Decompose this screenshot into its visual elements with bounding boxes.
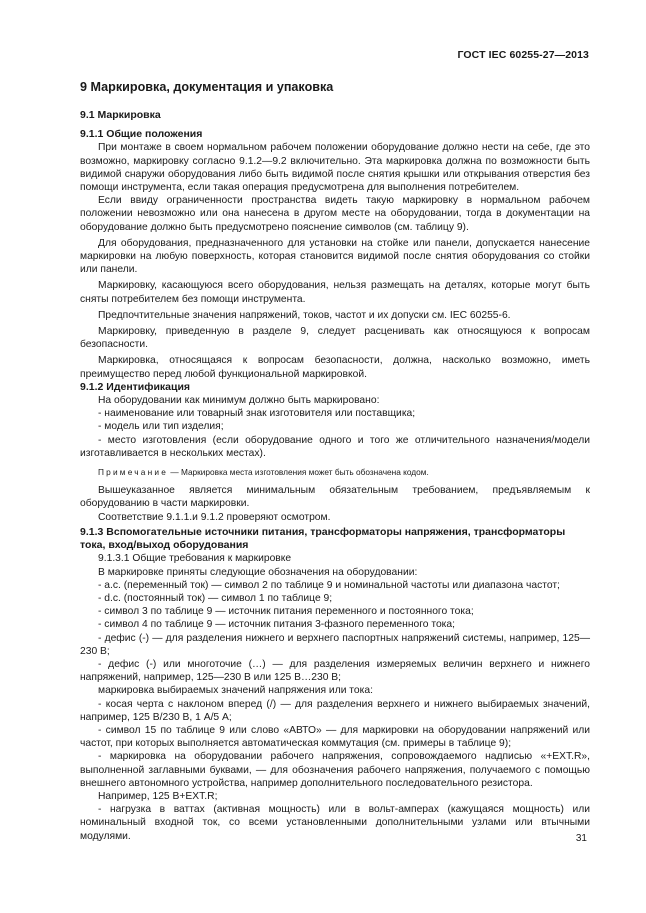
- paragraph: На оборудовании как минимум должно быть маркировано:: [98, 395, 380, 407]
- paragraph: Для оборудования, предназначенного для установки на стойке или панели, допускается нанесение маркировки на любую поверхность, которая становится видимой после снятия оборудования со стойки или панели.: [80, 237, 590, 276]
- list-item: - косая черта с наклоном вперед (/) — для разделения верхнего и нижнего выбираемых значений, например, 125 В/230 В, 1 А/5 А;: [80, 698, 590, 723]
- list-item: - нагрузка в ваттах (активная мощность) или в вольт-амперах (кажущаяся мощность) или номинальный входной ток, со всеми установленными дополнительными узлами или втычными модулями.: [80, 804, 590, 842]
- list-item: - модель или тип изделия;: [98, 421, 224, 433]
- list-item: - символ 15 по таблице 9 или слово «АВТО» — для маркировки на оборудовании напряжений или частот, при которых выполняется автоматическая коммутация (см. примеры в таблице 9);: [80, 724, 590, 750]
- note-text: — Маркировка места изготовления может быть обозначена кодом.: [168, 467, 429, 478]
- clause-heading-9-1-3: 9.1.3 Вспомогательные источники питания, трансформаторы напряжения, трансформаторы тока, вход/выход оборудования: [80, 525, 566, 552]
- clause-heading-9-1-1: 9.1.1 Общие положения: [80, 128, 203, 141]
- clause-heading-9-1-2: 9.1.2 Идентификация: [80, 380, 191, 393]
- paragraph: Предпочтительные значения напряжений, токов, частот и их допуски см. IEC 60255-6.: [98, 309, 511, 321]
- section-heading: 9 Маркировка, документация и упаковка: [80, 80, 334, 94]
- paragraph: Соответствие 9.1.1.и 9.1.2 проверяют осмотром.: [98, 511, 331, 523]
- paragraph: маркировка выбираемых значений напряжения или тока:: [98, 685, 373, 697]
- list-item: - символ 3 по таблице 9 — источник питания переменного и постоянного тока;: [98, 606, 474, 618]
- note-label: Примечание: [98, 467, 169, 478]
- page-number: 31: [575, 833, 587, 844]
- subsection-heading-9-1: 9.1 Маркировка: [80, 109, 161, 121]
- list-item: - d.c. (постоянный ток) — символ 1 по таблице 9;: [98, 592, 333, 604]
- list-item: - символ 4 по таблице 9 — источник питания 3-фазного переменного тока;: [98, 619, 455, 631]
- paragraph: В маркировке приняты следующие обозначения на оборудовании:: [98, 566, 418, 578]
- paragraph: При монтаже в своем нормальном рабочем положении оборудование должно нести на себе, где это возможно, маркировку согласно 9.1.2—9.2 включительно. Эта маркировка должна по возможности быть видимой снаружи оборудования либо быть видимой после снятия крышки или открывания отверстия без помощи инструмента, если такая операция предусмотрена для выполнения потребителем.: [80, 142, 590, 194]
- paragraph: Например, 125 В+EXT.R;: [98, 790, 218, 802]
- list-item: - наименование или товарный знак изготовителя или поставщика;: [98, 408, 416, 420]
- paragraph: Если ввиду ограниченности пространства видеть такую маркировку в нормальном рабочем положении невозможно или она нанесена в другом месте на оборудовании, тогда в документации на оборудование должно быть предусмотрено пояснение символов (см. таблицу 9).: [80, 195, 590, 233]
- list-item: - a.c. (переменный ток) — символ 2 по таблице 9 и номинальной частоты или диапазона частот;: [98, 579, 560, 591]
- paragraph: Маркировку, касающуюся всего оборудования, нельзя размещать на деталях, которые могут быть сняты потребителем без помощи инструмента.: [80, 280, 590, 305]
- standard-code-header: ГОСТ IEC 60255-27—2013: [457, 49, 589, 61]
- paragraph: Маркировка, относящаяся к вопросам безопасности, должна, насколько возможно, иметь преимущество перед любой функциональной маркировкой.: [80, 355, 590, 380]
- list-item: - место изготовления (если оборудование одного и того же отличительного назначения/модели изготавливается в нескольких местах).: [80, 434, 590, 459]
- paragraph: Вышеуказанное является минимальным обязательным требованием, предъявляемым к оборудованию в части маркировки.: [80, 485, 590, 510]
- list-item: - дефис (-) — для разделения нижнего и верхнего паспортных напряжений системы, например, 125—230 В;: [80, 632, 590, 657]
- list-item: - дефис (-) или многоточие (…) — для разделения измеряемых величин верхнего и нижнего напряжений, например, 125—230 В или 125 В…230 В;: [80, 658, 590, 684]
- list-item: - маркировка на оборудовании рабочего напряжения, сопровождаемого надписью «+EXT.R», выполненной заглавными буквами, — для обозначения рабочего напряжения, получаемого с помощью внешнего автономного устройства, например дополнительного последовательного резистора.: [80, 751, 590, 789]
- note: [80, 466, 590, 479]
- paragraph: Маркировку, приведенную в разделе 9, следует расценивать как относящуюся к вопросам безопасности.: [80, 326, 590, 351]
- paragraph: 9.1.3.1 Общие требования к маркировке: [98, 553, 292, 565]
- page-content: [80, 80, 590, 843]
